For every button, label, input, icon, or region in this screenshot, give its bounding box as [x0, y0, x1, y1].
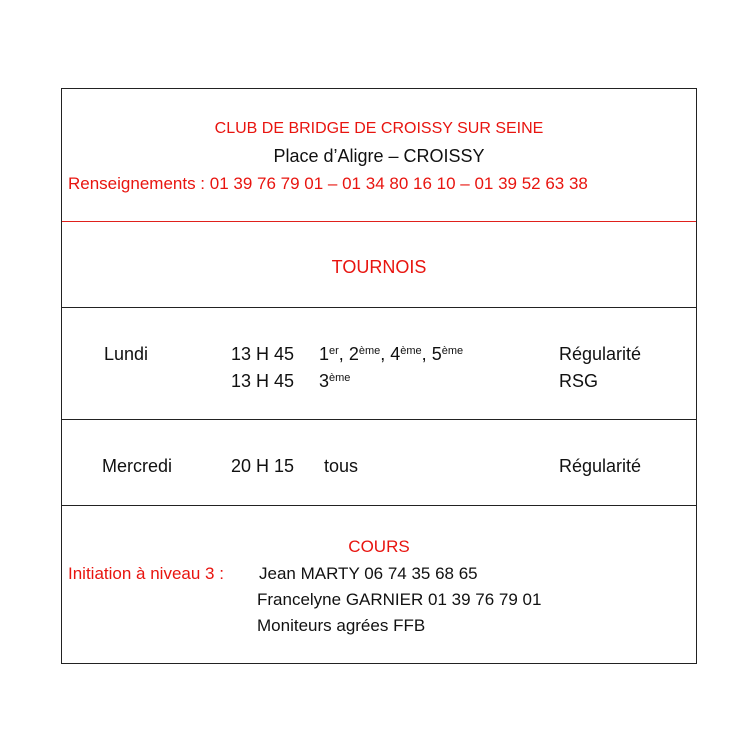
week-item: 1er,: [319, 344, 349, 364]
tournois-section: [62, 221, 696, 307]
info-label: Renseignements :: [68, 174, 206, 193]
mercredi-weeks: tous: [324, 456, 359, 476]
lundi-type-1: Régularité: [559, 344, 642, 364]
mercredi-time: 20 H 15: [231, 456, 295, 476]
phone-numbers: 01 39 76 79 01 – 01 34 80 16 10 – 01 39 52 63 38: [209, 174, 588, 193]
mercredi-day: Mercredi: [102, 456, 173, 476]
cours-label: Initiation à niveau 3 :: [68, 564, 224, 583]
schedule-table: [61, 88, 697, 664]
lundi-day: Lundi: [104, 344, 149, 364]
lundi-type-2: RSG: [559, 371, 599, 391]
contact-line: [68, 175, 588, 192]
teacher-2: Francelyne GARNIER 01 39 76 79 01: [257, 590, 542, 609]
tournois-title: TOURNOIS: [331, 257, 427, 277]
mercredi-type: Régularité: [559, 456, 642, 476]
teacher-1: Jean MARTY 06 74 35 68 65: [259, 564, 478, 583]
lundi-weeks-2: 3ème: [319, 371, 351, 391]
cours-section: [62, 505, 696, 665]
week-item: 5ème: [431, 344, 464, 364]
lundi-weeks-1: [319, 345, 463, 363]
instructors-note: Moniteurs agrées FFB: [257, 616, 426, 635]
week-item: 4ème,: [390, 344, 432, 364]
lundi-time-2: 13 H 45: [231, 371, 295, 391]
mercredi-section: [62, 419, 696, 505]
cours-title: COURS: [348, 537, 410, 556]
lundi-time-1: 13 H 45: [231, 344, 295, 364]
club-name: CLUB DE BRIDGE DE CROISSY SUR SEINE: [214, 120, 544, 137]
week-item: 2ème,: [348, 344, 391, 364]
header-section: [62, 89, 696, 221]
lundi-section: [62, 307, 696, 419]
club-address: Place d’Aligre – CROISSY: [273, 146, 485, 166]
